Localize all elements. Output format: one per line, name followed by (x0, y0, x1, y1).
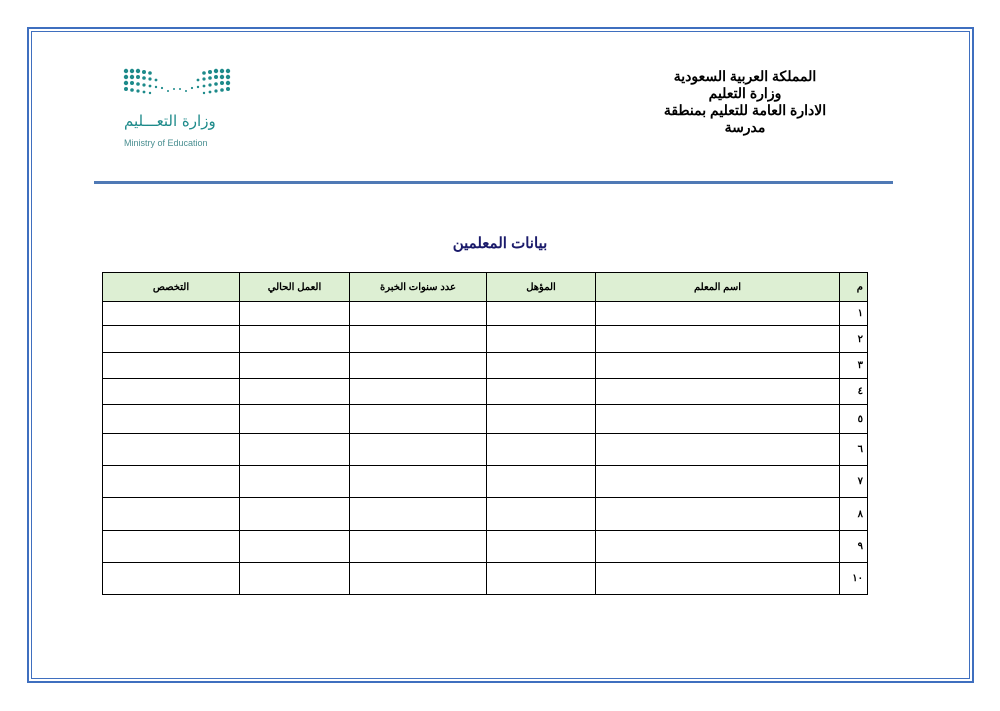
cell-specialization[interactable] (103, 466, 240, 498)
cell-current-job[interactable] (240, 302, 350, 326)
table-row (103, 498, 868, 531)
column-header-qualification: المؤهل (487, 273, 596, 302)
page-title: بيانات المعلمين (452, 235, 548, 252)
cell-specialization[interactable] (103, 563, 240, 595)
column-header-current-job: العمل الحالي (240, 273, 350, 302)
cell-qualification[interactable] (487, 434, 596, 466)
document-header (635, 68, 855, 136)
row-number: ١ (840, 302, 868, 326)
cell-experience-years[interactable] (350, 531, 487, 563)
row-number: ٣ (840, 353, 868, 379)
table-row (103, 405, 868, 434)
column-header-experience-years: عدد سنوات الخبرة (350, 273, 487, 302)
cell-qualification[interactable] (487, 466, 596, 498)
teachers-table (102, 272, 868, 595)
logo-arabic-text: وزارة التعـــليم (124, 112, 216, 130)
header-divider (94, 181, 893, 184)
cell-experience-years[interactable] (350, 326, 487, 353)
cell-teacher-name[interactable] (596, 326, 840, 353)
header-line-ministry: وزارة التعليم (708, 85, 782, 101)
table-row (103, 353, 868, 379)
cell-current-job[interactable] (240, 434, 350, 466)
cell-current-job[interactable] (240, 563, 350, 595)
row-number: ٧ (840, 466, 868, 498)
logo-english-text: Ministry of Education (124, 138, 208, 148)
header-line-administration: الادارة العامة للتعليم بمنطقة (663, 102, 827, 118)
cell-qualification[interactable] (487, 326, 596, 353)
row-number: ٥ (840, 405, 868, 434)
cell-teacher-name[interactable] (596, 302, 840, 326)
cell-current-job[interactable] (240, 326, 350, 353)
cell-teacher-name[interactable] (596, 531, 840, 563)
cell-current-job[interactable] (240, 531, 350, 563)
cell-teacher-name[interactable] (596, 405, 840, 434)
cell-current-job[interactable] (240, 498, 350, 531)
cell-teacher-name[interactable] (596, 498, 840, 531)
cell-specialization[interactable] (103, 353, 240, 379)
cell-experience-years[interactable] (350, 405, 487, 434)
column-header-number: م (840, 273, 868, 302)
cell-qualification[interactable] (487, 302, 596, 326)
row-number: ٤ (840, 379, 868, 405)
table-row (103, 434, 868, 466)
cell-qualification[interactable] (487, 379, 596, 405)
table-row (103, 466, 868, 498)
table-row (103, 563, 868, 595)
cell-current-job[interactable] (240, 353, 350, 379)
cell-experience-years[interactable] (350, 466, 487, 498)
cell-teacher-name[interactable] (596, 379, 840, 405)
cell-qualification[interactable] (487, 405, 596, 434)
cell-experience-years[interactable] (350, 302, 487, 326)
cell-specialization[interactable] (103, 498, 240, 531)
cell-qualification[interactable] (487, 498, 596, 531)
table-row (103, 379, 868, 405)
row-number: ٨ (840, 498, 868, 531)
cell-specialization[interactable] (103, 531, 240, 563)
header-line-country: المملكة العربية السعودية (673, 68, 817, 84)
cell-experience-years[interactable] (350, 353, 487, 379)
table-row (103, 326, 868, 353)
cell-specialization[interactable] (103, 302, 240, 326)
cell-experience-years[interactable] (350, 434, 487, 466)
cell-teacher-name[interactable] (596, 563, 840, 595)
cell-specialization[interactable] (103, 405, 240, 434)
cell-experience-years[interactable] (350, 563, 487, 595)
cell-current-job[interactable] (240, 405, 350, 434)
row-number: ٦ (840, 434, 868, 466)
column-header-teacher-name: اسم المعلم (596, 273, 840, 302)
cell-qualification[interactable] (487, 563, 596, 595)
row-number: ٢ (840, 326, 868, 353)
cell-current-job[interactable] (240, 379, 350, 405)
cell-current-job[interactable] (240, 466, 350, 498)
cell-qualification[interactable] (487, 353, 596, 379)
cell-teacher-name[interactable] (596, 434, 840, 466)
column-header-specialization: التخصص (103, 273, 240, 302)
row-number: ١٠ (840, 563, 868, 595)
cell-teacher-name[interactable] (596, 353, 840, 379)
cell-specialization[interactable] (103, 379, 240, 405)
table-row (103, 302, 868, 326)
header-line-school: مدرسة (724, 119, 766, 135)
cell-experience-years[interactable] (350, 498, 487, 531)
cell-teacher-name[interactable] (596, 466, 840, 498)
cell-qualification[interactable] (487, 531, 596, 563)
cell-specialization[interactable] (103, 434, 240, 466)
cell-specialization[interactable] (103, 326, 240, 353)
table-header-row (103, 273, 868, 302)
cell-experience-years[interactable] (350, 379, 487, 405)
table-row (103, 531, 868, 563)
row-number: ٩ (840, 531, 868, 563)
